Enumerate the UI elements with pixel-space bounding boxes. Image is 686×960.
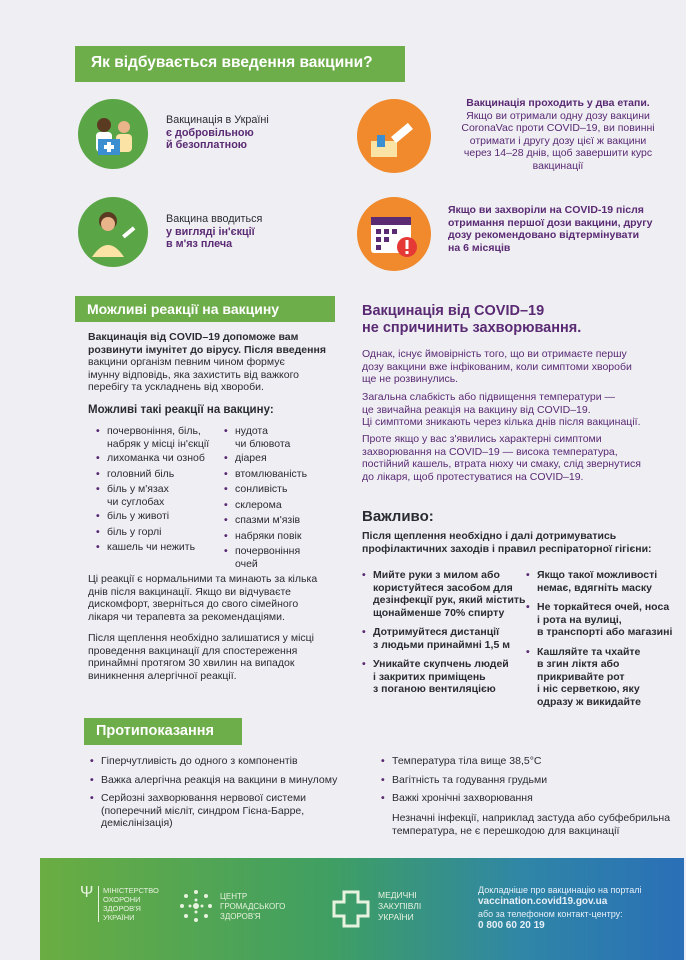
text-line: Після щеплення необхідно і далі дотримуватись bbox=[362, 530, 617, 542]
text-line: це звичайна реакція на вакцину від COVID–19. bbox=[362, 403, 591, 416]
text-line: дезінфекції рук, який містить bbox=[373, 594, 526, 606]
procurement-logo bbox=[330, 886, 460, 930]
list-item: • біль у горлі bbox=[96, 526, 236, 539]
text-line: • Кашляйте та чхайте bbox=[537, 645, 641, 658]
list-item: • Важкі хронічні захворювання bbox=[381, 792, 671, 805]
text-line: Якщо ви захворіли на COVID-19 після bbox=[448, 204, 644, 216]
list-item: • Гіперчутливість до одного з компонентів bbox=[90, 755, 365, 768]
list-item bbox=[526, 646, 681, 709]
list-item bbox=[362, 658, 527, 696]
text-line: днів після вакцинації. Якщо ви відчуваєте bbox=[88, 585, 292, 598]
info-text: Вакцина вводиться bbox=[166, 213, 263, 225]
text-line: ще не розвинулись. bbox=[362, 373, 459, 385]
text-line: чи блювота bbox=[235, 437, 291, 450]
list-item: • лихоманка чи озноб bbox=[96, 452, 236, 465]
important-heading: Важливо: bbox=[362, 508, 434, 525]
text-line: Ці реакції є нормальними та минають за кілька bbox=[88, 573, 318, 585]
text-line: МЕДИЧНІ bbox=[378, 890, 417, 900]
reactions-normal-text bbox=[88, 573, 348, 623]
list-item: • Важка алергічна реакція на вакцини в минулому bbox=[90, 774, 365, 787]
text-line: очей bbox=[235, 557, 258, 570]
no-disease-p2 bbox=[362, 391, 662, 429]
text-line: (поперечний мієліт, синдром Гієна-Барре, bbox=[101, 804, 305, 817]
two-stage-heading: Вакцинація проходить у два етапи. bbox=[466, 97, 650, 109]
list-item: • Температура тіла вище 38,5°C bbox=[381, 755, 671, 768]
text-line: щонайменше 70% спирту bbox=[373, 606, 505, 619]
dots-logo-icon bbox=[178, 888, 214, 924]
text-line: вакцинації bbox=[532, 159, 584, 172]
two-stage-text bbox=[448, 97, 668, 172]
text-line: • Уникайте скупчень людей bbox=[373, 658, 509, 670]
text-line: • почервоніння bbox=[235, 545, 301, 557]
text-line: і рота на вулиці, bbox=[537, 613, 622, 626]
info-text-bold: є добровільною bbox=[166, 126, 254, 139]
text-line: Вакцинація від COVID–19 допоможе вам bbox=[88, 331, 299, 343]
text-line: користуйтеся засобом для bbox=[373, 581, 513, 594]
text-line: захворювання на COVID–19 — висока температура, bbox=[362, 445, 618, 458]
text-line: через 14–28 днів, щоб завершити курс bbox=[463, 147, 653, 159]
info-text-bold: у вигляді ін'єкції bbox=[166, 225, 255, 238]
text-line: ГРОМАДСЬКОГО bbox=[220, 902, 286, 911]
text-line: перебігу та ускладнень від хвороби. bbox=[88, 381, 264, 393]
contra-list-2 bbox=[381, 755, 671, 805]
text-line: Проте якщо у вас з'явились характерні симптоми bbox=[362, 433, 602, 445]
text-line: УКРАЇНИ bbox=[378, 912, 414, 922]
injection-person-icon bbox=[78, 197, 148, 267]
text-line: принаймні протягом 30 хвилин на випадок bbox=[88, 657, 295, 669]
list-item bbox=[362, 569, 527, 619]
ministry-logo bbox=[80, 884, 160, 936]
list-item bbox=[90, 792, 365, 830]
contact-text: або за телефоном контакт-центру: bbox=[478, 909, 623, 919]
text-line: демієлінізація) bbox=[101, 817, 173, 829]
portal-link[interactable]: vaccination.covid19.gov.ua bbox=[478, 896, 608, 907]
text-line: профілактичних заходів і правил респіраторної гігієни: bbox=[362, 542, 652, 555]
text-line: постійний кашель, втрата нюху чи смаку, слід звернутися bbox=[362, 458, 641, 470]
list-item: • Вагітність та годування грудьми bbox=[381, 774, 671, 787]
text-line: і закритих приміщень bbox=[373, 670, 486, 683]
list-item: • кашель чи нежить bbox=[96, 541, 236, 554]
list-item bbox=[526, 601, 681, 639]
no-disease-p1 bbox=[362, 348, 662, 386]
text-line: Після щеплення необхідно залишатися у місці bbox=[88, 632, 315, 644]
text-line: ОХОРОНИ bbox=[103, 895, 141, 904]
no-disease-heading bbox=[362, 303, 662, 337]
text-line: одразу ж викидайте bbox=[537, 695, 641, 708]
text-line: до лікаря, щоб протестуватися на COVID–19. bbox=[362, 470, 584, 483]
procurement-name bbox=[378, 890, 421, 923]
text-line: отримання першої дози вакцини, другу bbox=[448, 216, 653, 229]
text-line: імунну відповідь, яка захистить від важкого bbox=[88, 368, 300, 381]
people-clinic-icon bbox=[78, 99, 148, 169]
text-line: ЗДОРОВ'Я bbox=[220, 912, 261, 921]
vaccine-syringe-icon bbox=[357, 99, 431, 173]
reactions-list-1 bbox=[96, 425, 236, 554]
top-banner: Як відбувається введення вакцини? bbox=[75, 46, 405, 82]
list-item bbox=[362, 626, 527, 651]
reactions-observe-text bbox=[88, 632, 348, 682]
text-line: • біль у м'язах bbox=[107, 483, 169, 495]
text-line: Якщо ви отримали одну дозу вакцини bbox=[466, 109, 650, 122]
heading-line: не спричинить захворювання. bbox=[362, 320, 582, 336]
trident-icon: Ψ bbox=[80, 884, 94, 901]
important-list-1 bbox=[362, 569, 527, 696]
text-line: розвинути імунітет до вірусу. Після введення bbox=[88, 343, 326, 356]
phone-number[interactable]: 0 800 60 20 19 bbox=[478, 920, 545, 931]
reactions-banner: Можливі реакції на вакцину bbox=[75, 296, 335, 322]
cross-logo-icon bbox=[330, 888, 372, 928]
text-line: • Мийте руки з милом або bbox=[373, 569, 500, 581]
list-item: • втомлюваність bbox=[224, 468, 334, 481]
list-item: • сонливість bbox=[224, 483, 334, 496]
contact-info bbox=[478, 884, 678, 932]
reactions-intro bbox=[88, 331, 348, 394]
text-line: ЗДОРОВ'Я bbox=[103, 904, 141, 913]
text-line: проведення вакцинації для спостереження bbox=[88, 644, 298, 657]
text-line: • Серйозні захворювання нервової системи bbox=[101, 792, 307, 804]
text-line: з поганою вентиляцією bbox=[373, 683, 496, 695]
list-item bbox=[224, 425, 334, 450]
list-item bbox=[224, 545, 334, 570]
list-item: • спазми м'язів bbox=[224, 514, 334, 527]
info-voluntary bbox=[166, 114, 306, 152]
text-line: Незначні інфекції, наприклад застуда або субфебрильна bbox=[392, 812, 671, 824]
ministry-name bbox=[98, 886, 159, 922]
list-item: • головний біль bbox=[96, 468, 236, 481]
text-line: • Не торкайтеся очей, носа bbox=[537, 601, 670, 613]
list-item bbox=[96, 483, 236, 508]
text-line: з людьми принаймні 1,5 м bbox=[373, 638, 510, 651]
text-line: в транспорті або магазині bbox=[537, 626, 673, 638]
footer bbox=[40, 858, 684, 960]
text-line: • почервоніння, біль, bbox=[107, 425, 201, 437]
contra-banner: Протипоказання bbox=[84, 718, 242, 745]
important-subheading bbox=[362, 530, 677, 555]
text-line: ЗАКУПІВЛІ bbox=[378, 901, 422, 911]
text-line: в згин ліктя або bbox=[537, 658, 620, 670]
info-injection bbox=[166, 213, 306, 251]
public-health-center-logo bbox=[178, 888, 308, 928]
list-item bbox=[96, 425, 236, 450]
text-line: чи суглобах bbox=[107, 495, 165, 508]
text-line: дискомфорт, зверніться до свого сімейного bbox=[88, 598, 299, 610]
contact-text: Докладніше про вакцинацію на порталі bbox=[478, 885, 642, 895]
text-line: • нудота bbox=[235, 425, 268, 437]
text-line: на 6 місяців bbox=[448, 241, 511, 254]
text-line: МІНІСТЕРСТВО bbox=[103, 886, 159, 895]
info-text: Вакцинація в Україні bbox=[166, 114, 269, 126]
text-line: вакцини організм певним чином формує bbox=[88, 356, 285, 368]
text-line: виникнення алергічної реакції. bbox=[88, 669, 237, 682]
text-line: дозу вакцини вже інфікованим, коли симптоми хвороби bbox=[362, 360, 632, 373]
text-line: отримати і другу дозу цієї ж вакцини bbox=[469, 134, 647, 147]
text-line: набряк у місці ін'єкції bbox=[107, 437, 210, 450]
no-disease-p3 bbox=[362, 433, 672, 483]
important-list-2 bbox=[526, 569, 681, 708]
reactions-list-2 bbox=[224, 425, 334, 570]
text-line: прикривайте рот bbox=[537, 670, 625, 683]
reactions-subheading: Можливі такі реакції на вакцину: bbox=[88, 404, 274, 416]
text-line: • Дотримуйтеся дистанції bbox=[373, 626, 500, 638]
text-line: і ніс серветкою, яку bbox=[537, 683, 640, 695]
info-text-bold: в м'яз плеча bbox=[166, 238, 233, 251]
text-line: лікаря чи терапевта за рекомендаціями. bbox=[88, 610, 285, 623]
text-line: Однак, існує ймовірність того, що ви отримаєте першу bbox=[362, 348, 627, 360]
list-item: • набряки повік bbox=[224, 530, 334, 543]
info-text-bold: й безоплатною bbox=[166, 139, 248, 152]
list-item bbox=[526, 569, 681, 594]
text-line: CoronaVac проти COVID–19, ви повинні bbox=[461, 122, 655, 134]
text-line: Загальна слабкість або підвищення температури — bbox=[362, 391, 616, 403]
text-line: УКРАЇНИ bbox=[103, 913, 135, 922]
text-line: Ці симптоми зникають через кілька днів після вакцинації. bbox=[362, 416, 641, 428]
list-item: • біль у животі bbox=[96, 510, 236, 523]
text-line: ЦЕНТР bbox=[220, 892, 248, 901]
center-name bbox=[220, 892, 285, 922]
contra-list-1 bbox=[90, 755, 365, 830]
text-line: температура, не є перешкодою для вакцинації bbox=[392, 824, 620, 837]
heading-line: Вакцинація від COVID–19 bbox=[362, 303, 545, 319]
postpone-text bbox=[448, 204, 668, 254]
contra-note bbox=[392, 812, 682, 837]
text-line: немає, вдягніть маску bbox=[537, 581, 652, 594]
list-item: • склерома bbox=[224, 499, 334, 512]
text-line: дозу рекомендовано відтермінувати bbox=[448, 229, 640, 241]
calendar-icon bbox=[357, 197, 431, 271]
text-line: • Якщо такої можливості bbox=[537, 569, 658, 581]
list-item: • діарея bbox=[224, 452, 334, 465]
